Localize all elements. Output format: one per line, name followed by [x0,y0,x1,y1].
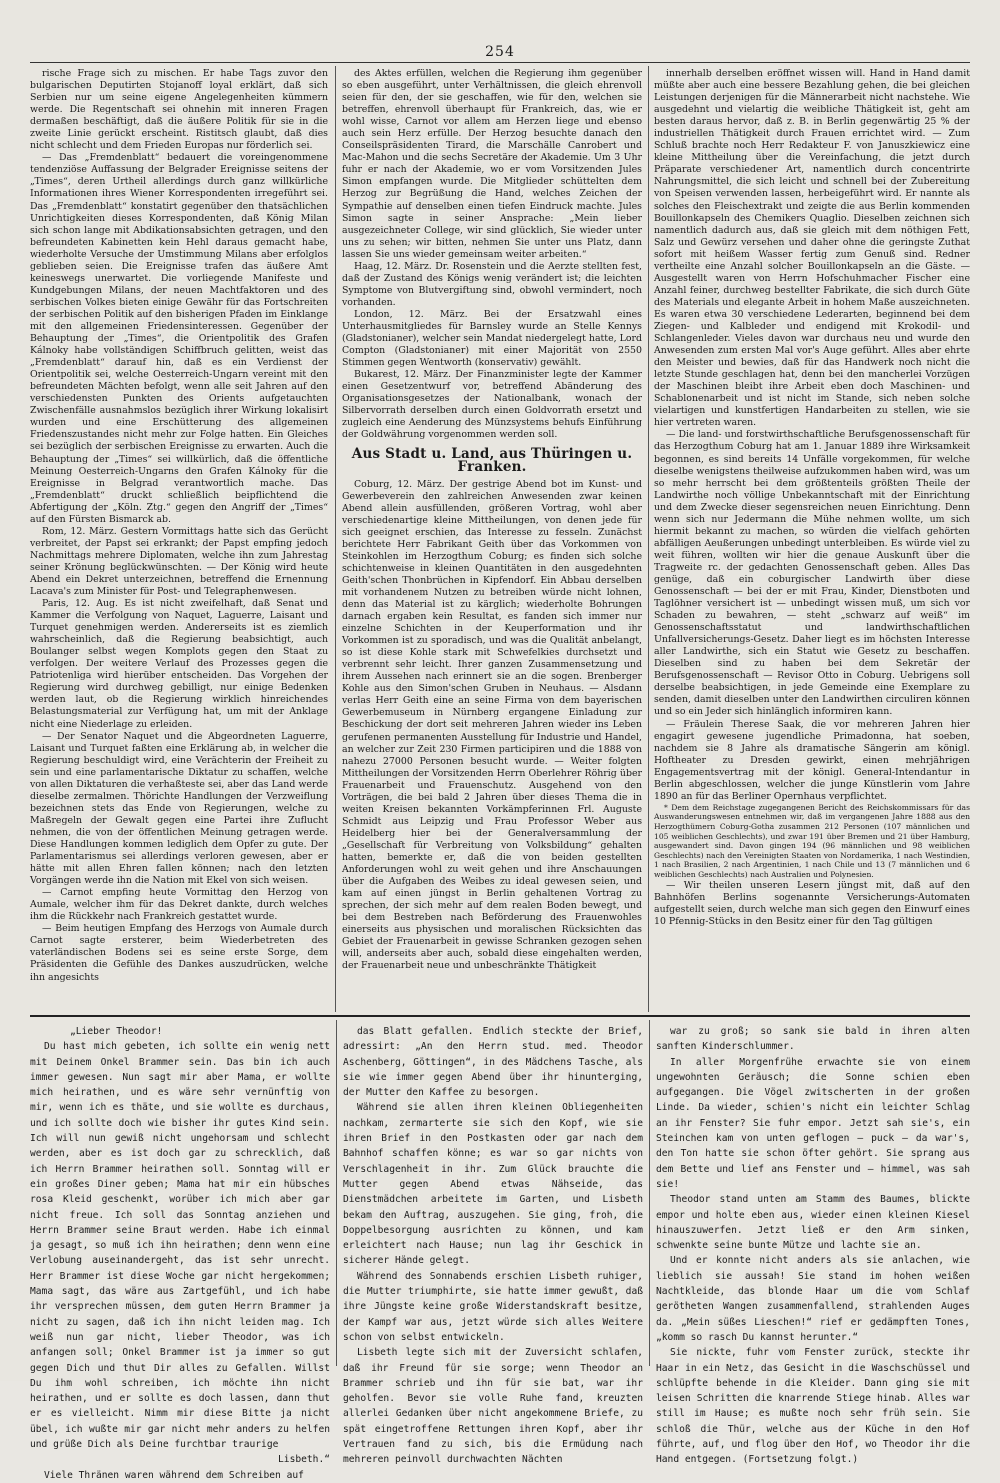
feuilleton-separator [30,1015,970,1017]
story-paragraph: Theodor stand unten am Stamm des Baumes, blickte empor und holte eben aus, wieder einen kleinen Kiesel hinauszuwerfen. Jetzt ließ er den Arm sinken, schwenkte seine bunte Mütze und lachte sie an. [656,1194,970,1252]
letter-body: Du hast mich gebeten, ich sollte ein wenig nett mit Deinem Onkel Brammer sein. Das bin ich auch immer gewesen. Nun sagt mir aber Mama, er wollte mich heirathen, und es wäre sehr vernünftig von mir, wenn ich es thäte, und sie wollte es durchaus, und ich sollte doch wie bisher ihr gutes Kind sein. Ich will nun gewiß nicht ungehorsam und schlecht werden, aber es ist doch gar zu schrecklich, daß ich Herrn Brammer heirathen soll. Sonntag will er ein großes Diner geben; Mama hat mir ein hübsches rosa Kleid geschenkt, worüber ich mich aber gar nicht freue. Ich soll das Sonntag anziehen und Herrn Brammer seine Braut werden. Habe ich einmal ja gesagt, so muß ich ihn heirathen; denn wenn eine Verlobung auseinandergeht, das ist sehr unrecht. Herr Brammer ist diese Woche gar nicht hergekommen; Mama sagt, das wäre aus Zartgefühl, und ich habe ihr versprechen müssen, dem guten Herrn Brammer ja nicht zu sagen, daß ich ihn nicht leiden mag. Ich weiß nun gar nicht, lieber Theodor, was ich anfangen soll; Onkel Brammer ist ja immer so gut gegen Dich und thut Dir alles zu Gefallen. Willst Du ihm wohl schreiben, ich möchte ihn nicht heirathen, und er sollte es doch lassen, dann thut er es vielleicht. Nimm mir diese Bitte ja nicht übel, ich wußte mir gar nicht mehr anders zu helfen und grüße Dich als Deine furchtbar traurige [30,1041,330,1451]
header-rule [30,62,970,63]
news-paragraph: London, 12. März. Bei der Ersatzwahl eines Unterhausmitgliedes für Barnsley wurde an Stelle Kennys (Gladstonianer), welcher sein Mandat niedergelegt hatte, Lord Compton (Gladstonianer) mit einer Majorität von 2550 Stimmen gegen Wentworth (konservativ) gewählt. [342,308,642,369]
story-paragraph: Viele Thränen waren während dem Schreiben auf [44,1469,304,1481]
column-divider [336,1020,337,1366]
news-column-3 [654,68,970,1012]
footnote-paragraph: * Dem dem Reichstage zugegangenen Bericht des Reichskommissars für das Auswanderungswesen entnehmen wir, daß im vergangenen Jahre 1888 aus den Herzogthümern Coburg-Gotha zusammen 212 Personen (107 männlichen und 105 weiblichen Geschlechts), und zwar 191 über Bremen und 21 über Hamburg, ausgewandert sind. Davon gingen 194 (96 männlichen und 98 weiblichen Geschlechts) nach den Vereinigten Staaten von Nordamerika, 1 nach Westindien, 1 nach Brasilien, 2 nach Argentinien, 1 nach Chile und 13 (7 männlichen und 6 weiblichen Geschlechts) nach Australien und Polynesien. [654,802,970,880]
column-divider [335,66,336,1012]
news-column-2 [342,68,642,1012]
news-paragraph: — Fräulein Therese Saak, die vor mehreren Jahren hier engagirt gewesene jugendliche Primadonna, hat soeben, nachdem sie 8 Jahre als dramatische Sängerin am königl. Hoftheater zu Dresden gewirkt, einen mehrjährigen Engagementsvertrag mit der königl. General-Intendantur in Berlin abgeschlossen, welcher die junge Künstlerin vom Jahre 1890 an für das Berliner Opernhaus verpflichtet. [654,718,970,802]
story-paragraph: Lisbeth legte sich mit der Zuversicht schlafen, daß ihr Freund für sie sorge; wenn Theodor an Brammer schrieb und ihn für sie bat, war ihr geholfen. Bevor sie volle Ruhe fand, kreuzten allerlei Gedanken über nicht angekommene Briefe, zu spät eingetroffene Rettungen ihren Kopf, aber ihr Vertrauen fand zu sich, bis die Ermüdung nach mehreren peinvoll durchwachten Nächten [343,1347,643,1466]
news-paragraph: — Wir theilen unseren Lesern jüngst mit, daß auf den Bahnhöfen Berlins sogenannte Versicherungs-Automaten aufgestellt seien, durch welche man sich gegen den Einwurf eines 10 Pfennig-Stücks in den Besitz einer für den Tag gültigen [654,879,970,927]
news-paragraph: innerhalb derselben eröffnet wissen will. Hand in Hand damit müßte aber auch eine bessere Bezahlung gehen, die bei gleichen Leistungen derjenigen für die Männerarbeit nicht nachstehe. Wie ausgedehnt und vielartig die weibliche Thätigkeit ist, geht am besten daraus hervor, daß z. B. in Berlin gegenwärtig 25 % der industriellen Thätigkeit durch Frauen errichtet wird. — Zum Schluß brachte noch Herr Redakteur F. von Januszkiewicz eine kleine Mittheilung über die Vereinfachung, die jetzt durch Präparate verschiedener Art, namentlich durch concentrirte Nahrungsmittel, die sich leicht und schnell bei der Zubereitung von Speisen verwenden lassen, herbeigeführt wird. Er nannte als solches den Fleischextrakt und zeigte die aus Berlin kommenden Bouillonkapseln des Chemikers Quaglio. Dieselben zeichnen sich namentlich dadurch aus, daß sie gleich mit dem nöthigen Fett, Salz und Gewürz versehen und daher ohne die geringste Zuthat sofort mit heißem Wasser fertig zum Genuß sind. Redner vertheilte eine Anzahl solcher Bouillonkapseln an die Gäste. — Ausgestellt waren von Herrn Hofschuhmacher Fischer eine Anzahl feiner, durchweg bestellter Fabrikate, die sich durch Güte des Materials und elegante Arbeit in hohem Maße auszeichneten. Es waren etwa 30 verschiedene Lederarten, beginnend bei dem Ziegen- und Kalbleder und endigend mit Krokodil- und Schlangenleder. Vieles davon war durchaus neu und wurde den Anwesenden zum ersten Mal vor's Auge geführt. Alles aber ehrte den Meister und bewies, daß für das Handwerk noch nicht die letzte Stunde geschlagen hat, denn bei den mancherlei Vorzügen der Maschinen bleibt ihre Arbeit eben doch Maschinen- und Schablonenarbeit und ist nicht im Stande, sich neben solche vielartigen und kunstfertigen Handarbeiten zu stellen, wie sie hier vertreten waren. [654,68,970,429]
news-paragraph: — Beim heutigen Empfang des Herzogs von Aumale durch Carnot sagte ersterer, beim Wiederbetreten des vaterländischen Bodens sei es seine erste Sorge, dem Präsidenten die Gefühle des Dankes auszudrücken, welche ihn angesichts [30,923,328,983]
news-paragraph: — Die land- und forstwirthschaftliche Berufsgenossenschaft für das Herzogthum Coburg hat am 1. Januar 1889 ihre Wirksamkeit begonnen, es sind bereits 14 Unfälle vorgekommen, für welche dieselbe wenigstens theilweise aufzukommen haben wird, was um so mehr herrscht bei dem größtenteils größten Theile der Landwirthe noch völlige Unbekanntschaft mit der Einrichtung und dem Zwecke dieser segensreichen neuen Einrichtung. Denn wenn sich nur Jedermann die Mühe nehmen wollte, um sich hiermit bekannt zu machen, so würden die vielfach gehörten abfälligen Aeußerungen unbedingt unterbleiben. Es würde viel zu weit führen, wollten wir hier die genaue Auskunft über die Tragweite rc. der gedachten Genossenschaft geben. Alles Das genüge, daß ein coburgischer Landwirth über diese Genossenschaft — bei der er mit Frau, Kinder, Dienstboten und Taglöhner versichert ist — unbedingt wissen muß, um sich vor Schaden zu bewahren, — steht „schwarz auf weiß“ im Genossenschaftsstatut und landwirthschaftlichen Unfallversicherungs-Gesetz. Daher liegt es im höchsten Interesse aller Landwirthe, sich ein Statut wie Gesetz zu beschaffen. Dieselben sind zu haben bei dem Sekretär der Berufsgenossenschaft — Revisor Otto in Coburg. Uebrigens soll derselbe beabsichtigen, in jede Gemeinde eine Exemplare zu senden, damit dieselben unter den Landwirthen circuliren können und so ein Jeder sich hinlänglich informiren kann. [654,429,970,718]
news-paragraph: — Carnot empfing heute Vormittag den Herzog von Aumale, welcher ihm für das Dekret dankte, durch welches ihm die Rückkehr nach Frankreich gestattet wurde. [30,887,328,923]
news-paragraph: rische Frage sich zu mischen. Er habe Tags zuvor den bulgarischen Deputirten Stojanoff loyal erklärt, daß sich Serbien nur um seine eigene Angelegenheiten kümmern werde. Die Regentschaft sei ohnehin mit inneren Fragen dermaßen beschäftigt, daß die äußere Politik für sie in die zweite Linie gerückt erscheint. Ristitsch glaubt, daß dies nicht schlecht und dem Frieden Europas nur förderlich sei. [30,68,328,152]
news-paragraph: des Aktes erfüllen, welchen die Regierung ihm gegenüber so eben ausgeführt, unter Verhältnissen, die gleich ehrenvoll seien für den, der sie geschaffen, wie für den, welchen sie betreffen, ehrenvoll überhaupt für Frankreich, das, wie er wohl wisse, Carnot vor allem am Herzen liege und ebenso auch sein Herz erfülle. Der Herzog besuchte danach den Conseilspräsidenten Tirard, die Marschälle Canrobert und Mac-Mahon und die sechs Secretäre der Akademie. Um 3 Uhr fuhr er nach der Akademie, wo er vom Vorsitzenden Jules Simon empfangen wurde. Die Mitglieder schüttelten dem Herzog zur Begrüßung die Hand, welches Zeichen der Sympathie auf denselben einen tiefen Eindruck machte. Jules Simon sagte in seiner Ansprache: „Mein lieber ausgezeichneter College, wir sind glücklich, Sie wieder unter uns zu sehen; wir bitten, nehmen Sie unter uns Platz, dann lassen Sie uns wieder gemeinsam weiter arbeiten.“ [342,68,642,260]
story-paragraph: Während des Sonnabends erschien Lisbeth ruhiger, die Mutter triumphirte, sie hatte immer gewußt, daß ihre Jüngste keine große Widerstandskraft besitze, der Kampf war aus, jetzt würde sich alles Weitere schon von selbst entwickeln. [343,1270,643,1343]
news-paragraph: Paris, 12. Aug. Es ist nicht zweifelhaft, daß Senat und Kammer die Verfolgung von Naquet, Laguerre, Laisant und Turquet genehmigen werden. Andererseits ist es ziemlich wahrscheinlich, daß die Regierung beabsichtigt, auch Boulanger selbst wegen Komplots gegen den Staat zu verfolgen. Der weitere Verlauf des Prozesses gegen die Patriotenliga wird hierüber entscheiden. Das Vorgehen der Regierung wird durchweg gebilligt, nur einige Bedenken werden laut, ob die Regierung wirklich hinreichendes Belastungsmaterial zur Verfügung hat, um mit der Anklage nicht eine Niederlage zu erleiden. [30,598,328,730]
news-paragraph: — Der Senator Naquet und die Abgeordneten Laguerre, Laisant und Turquet faßten eine Erklärung ab, in welcher die Regierung beschuldigt wird, eine Verächterin der Freiheit zu sein und eine parlamentarische Diktatur zu schaffen, welche von allen Diktaturen die verhaßteste sei, aber das Land werde dieselbe zermalmen. Thörichte Handlungen der Verzweiflung bezeichnen stets das Ende von Regierungen, welche zu Maßregeln der Gewalt gegen eine Partei ihre Zuflucht nehmen, die von der öffentlichen Meinung getragen werde. Diese Handlungen kommen lediglich dem Opfer zu gute. Der Parlamentarismus sei allerdings verloren gewesen, aber er hätte mit allen Ehren fallen können; nach den letzten Vorgängen werde ihn die Nation mit Ekel von sich weisen. [30,730,328,887]
story-paragraph: war zu groß; so sank sie bald in ihren alten sanften Kinderschlummer. [656,1026,970,1053]
news-paragraph: — Das „Fremdenblatt“ bedauert die voreingenommene tendenziöse Auffassung der Belgrader Ereignisse seitens der „Times“, deren Urtheil allerdings durch ganz willkürliche Informationen ihres Wiener Korrespondenten irregeführt sei. Das „Fremdenblatt“ konstatirt gegenüber den thatsächlichen Unrichtigkeiten dieses Korrespondenten, daß König Milan sich schon lange mit Abdikationsabsichten getragen, und den befreundeten Kabinetten kein Hehl daraus gemacht habe, wiederholte Versuche der Umstimmung Milans aber erfolglos geblieben seien. Die Ereignisse trafen das äußere Amt keineswegs unerwartet. Die vorliegende Manifeste und Kundgebungen Milans, der neuen Machtfaktoren und des serbischen Volkes bieten einige Gewähr für das Fortschreiten der serbischen Politik auf den bisherigen Pfaden im Einklange mit den allgemeinen Friedensinteressen. Gegenüber der Behauptung der „Times“, die Orientpolitik des Grafen Kálnoky habe vollständigen Schiffbruch gelitten, weist das „Fremdenblatt“ darauf hin, daß es ein Verdienst der Orientpolitik sei, welche Oesterreich-Ungarn vereint mit den befreundeten Mächten befolgt, wenn alle seit Jahren auf den verschiedensten Punkten des Orients aufgetauchten Zwischenfälle ausnahmslos bezüglich ihrer Wirkung lokalisirt wurden und eine Erschütterung des allgemeinen Friedenszustandes nicht mehr zur Folge hatten. Ein Gleiches sei bezüglich der serbischen Ereignisse zu erwarten. Auch die Behauptung der „Times“ sei willkürlich, daß die öffentliche Meinung Oesterreich-Ungarns den Grafen Kálnoky für die Ereignisse in Belgrad verantwortlich mache. Das „Fremdenblatt“ druckt schließlich beipflichtend die Abfertigung der „Köln. Ztg.“ gegen den Angriff der „Times“ auf den Fürsten Bismarck ab. [30,152,328,525]
news-paragraph: Haag, 12. März. Dr. Rosenstein und die Aerzte stellten fest, daß der Zustand des Königs wenig verändert ist; die leichten Symptome von Blutvergiftung sind, obwohl vermindert, noch vorhanden. [342,260,642,308]
column-divider [648,66,649,1012]
feuilleton-column-3 [656,1024,970,1466]
story-paragraph: Während sie allen ihren kleinen Obliegenheiten nachkam, zermarterte sie sich den Kopf, wie sie ihren Brief in den Postkasten oder gar nach dem Bahnhof schaffen könne; es war so gar nichts von Verschlagenheit in ihr. Zum Glück brauchte die Mutter gegen Abend etwas Nähseide, das Dienstmädchen arbeitete im Garten, und Lisbeth bekam den Auftrag, auszugehen. Sie ging, froh, die Doppelbesorgung ausrichten zu können, und kam erleichtert nach Hause; nun lag ihr Geschick in sicherer Hände gelegt. [343,1102,643,1267]
section-heading: Aus Stadt u. Land, aus Thüringen u. Franken. [351,446,633,475]
page-number: 254 [485,44,515,60]
column-divider [649,1020,650,1366]
news-paragraph: Bukarest, 12. März. Der Finanzminister legte der Kammer einen Gesetzentwurf vor, betreffend Abänderung des Organisationsgesetzes der Nationalbank, wonach der Silbervorrath derselben durch einen Goldvorrath ersetzt und zugleich eine Aenderung des Münzsystems behufs Einführung der Goldwährung vorgenommen werden soll. [342,369,642,441]
letter-signature: Lisbeth.“ [278,1454,330,1466]
letter-salutation: „Lieber Theodor! [70,1026,163,1037]
feuilleton-column-1 [30,1024,330,1481]
story-paragraph: In aller Morgenfrühe erwachte sie von einem ungewohnten Geräusch; die Sonne schien eben aufgegangen. Die Vögel zwitscherten in der großen Linde. Da wieder, schien's nicht ein leichter Schlag an ihr Fenster? Sie fuhr empor. Jetzt sah sie's, ein Steinchen kam von unten geflogen — puck — da war's, den Ton hatte sie schon öfter gehört. Sie sprang aus dem Bette und lief ans Fenster und — himmel, was sah sie! [656,1056,970,1190]
story-paragraph: das Blatt gefallen. Endlich steckte der Brief, adressirt: „An den Herrn stud. med. Theodor Aschenberg, Göttingen“, in des Mädchens Tasche, als sie wie immer gegen Abend über ihr hinunterging, der Mutter den Kaffee zu besorgen. [343,1026,643,1099]
news-column-1 [30,68,328,1012]
news-paragraph: Rom, 12. März. Gestern Vormittags hatte sich das Gerücht verbreitet, der Papst sei erkrankt; der Papst empfing jedoch Nachmittags mehrere Diplomaten, welche ihn zum Jahrestag seiner Krönung beglückwünschten. — Der König wird heute Abend ein Dekret unterzeichnen, betreffend die Ernennung Lacava's zum Minister für Post- und Telegraphenwesen. [30,525,328,598]
story-paragraph: Und er konnte nicht anders als sie anlachen, wie lieblich sie aussah! Sie stand im hohen weißen Nachtkleide, das blonde Haar um die vom Schlaf gerötheten Wangen zusammenfallend, strahlenden Auges da. „Mein süßes Lieschen!“ rief er gedämpften Tones, „komm so rasch Du kannst herunter.“ [656,1255,970,1343]
news-paragraph: Coburg, 12. März. Der gestrige Abend bot im Kunst- und Gewerbeverein den zahlreichen Anwesenden zwar keinen Abend allein ausfüllenden, größeren Vortrag, wohl aber verschiedenartige kleine Mittheilungen, von denen jede für sich geeignet erschien, das Interesse zu fesseln. Zunächst berichtete Herr Fabrikant Geith über das Vorkommen von Steinkohlen im Herzogthum Coburg; es finden sich solche schichtenweise in kleinen Quantitäten in den ausgedehnten Geith'schen Thonbrüchen in Kipfendorf. Ein Abbau derselben mit vorhandenem Nutzen zu betreiben würde nicht lohnen, denn das Material ist zu kärglich; wiederholte Bohrungen darnach ergaben kein Resultat, es fanden sich immer nur einzelne Schichten in der Keuperformation und ihr Vorkommen ist zu sporadisch, und was die Qualität anbelangt, so ist diese Kohle stark mit Schwefelkies durchsetzt und verbrennt sehr leicht. Ihrer ganzen Zusammensetzung und ihrem Aussehen nach erinnert sie an die sogen. Brenberger Kohle aus den Simon'schen Gruben in Neuhaus. — Alsdann verlas Herr Geith eine an seine Firma von dem bayerischen Gewerbemuseum in Nürnberg ergangene Einladung zur Beschickung der dort seit mehreren Jahren wieder ins Leben gerufenen permanenten Ausstellung für Industrie und Handel, an welcher zur Zeit 230 Firmen participiren und die 1888 von nahezu 27000 Personen besucht wurde. — Weiter folgten Mittheilungen der Vorsitzenden Herrn Oberlehrer Röhrig über Frauenarbeit und Frauenschutz. Ausgehend von den Vorträgen, die bei bald 2 Jahren über dieses Thema die in weiten Kreisen bekannten Vorkämpferinnen Frl. Auguste Schmidt aus Leipzig und Frau Professor Weber aus Heidelberg hier bei der Generalversammlung der „Gesellschaft für Verbreitung von Volksbildung“ gehalten hatten, bemerkte er, daß die von beiden gestellten Anforderungen wohl zu weit gehen und ihre Anschauungen über die Aufgaben des Weibes zu ideal gewesen seien, und kam auf einen jüngst in Berlin gehaltenen Vortrag zu sprechen, der sich mehr auf dem realen Boden bewegt, und bei dem Bestreben nach Beförderung des Frauenwohles einerseits aus physischen und moralischen Rücksichten das Gebiet der Frauenarbeit in gewisse Schranken gezogen sehen will, anderseits aber auch, sobald diese eingehalten werden, der Frauenarbeit neue und unbeschränkte Thätigkeit [342,478,642,972]
story-paragraph: Sie nickte, fuhr vom Fenster zurück, steckte ihr Haar in ein Netz, das Gesicht in die Waschschüssel und schlüpfte behende in die Kleider. Dann ging sie mit leisen Schritten die knarrende Stiege hinab. Alles war still im Hause; es mußte noch sehr früh sein. Sie schloß die Thür, welche aus der Küche in den Hof führte, auf, und flog über den Hof, wo Theodor ihr die Hand entgegen. (Fortsetzung folgt.) [656,1347,970,1466]
feuilleton-column-2 [343,1024,643,1466]
